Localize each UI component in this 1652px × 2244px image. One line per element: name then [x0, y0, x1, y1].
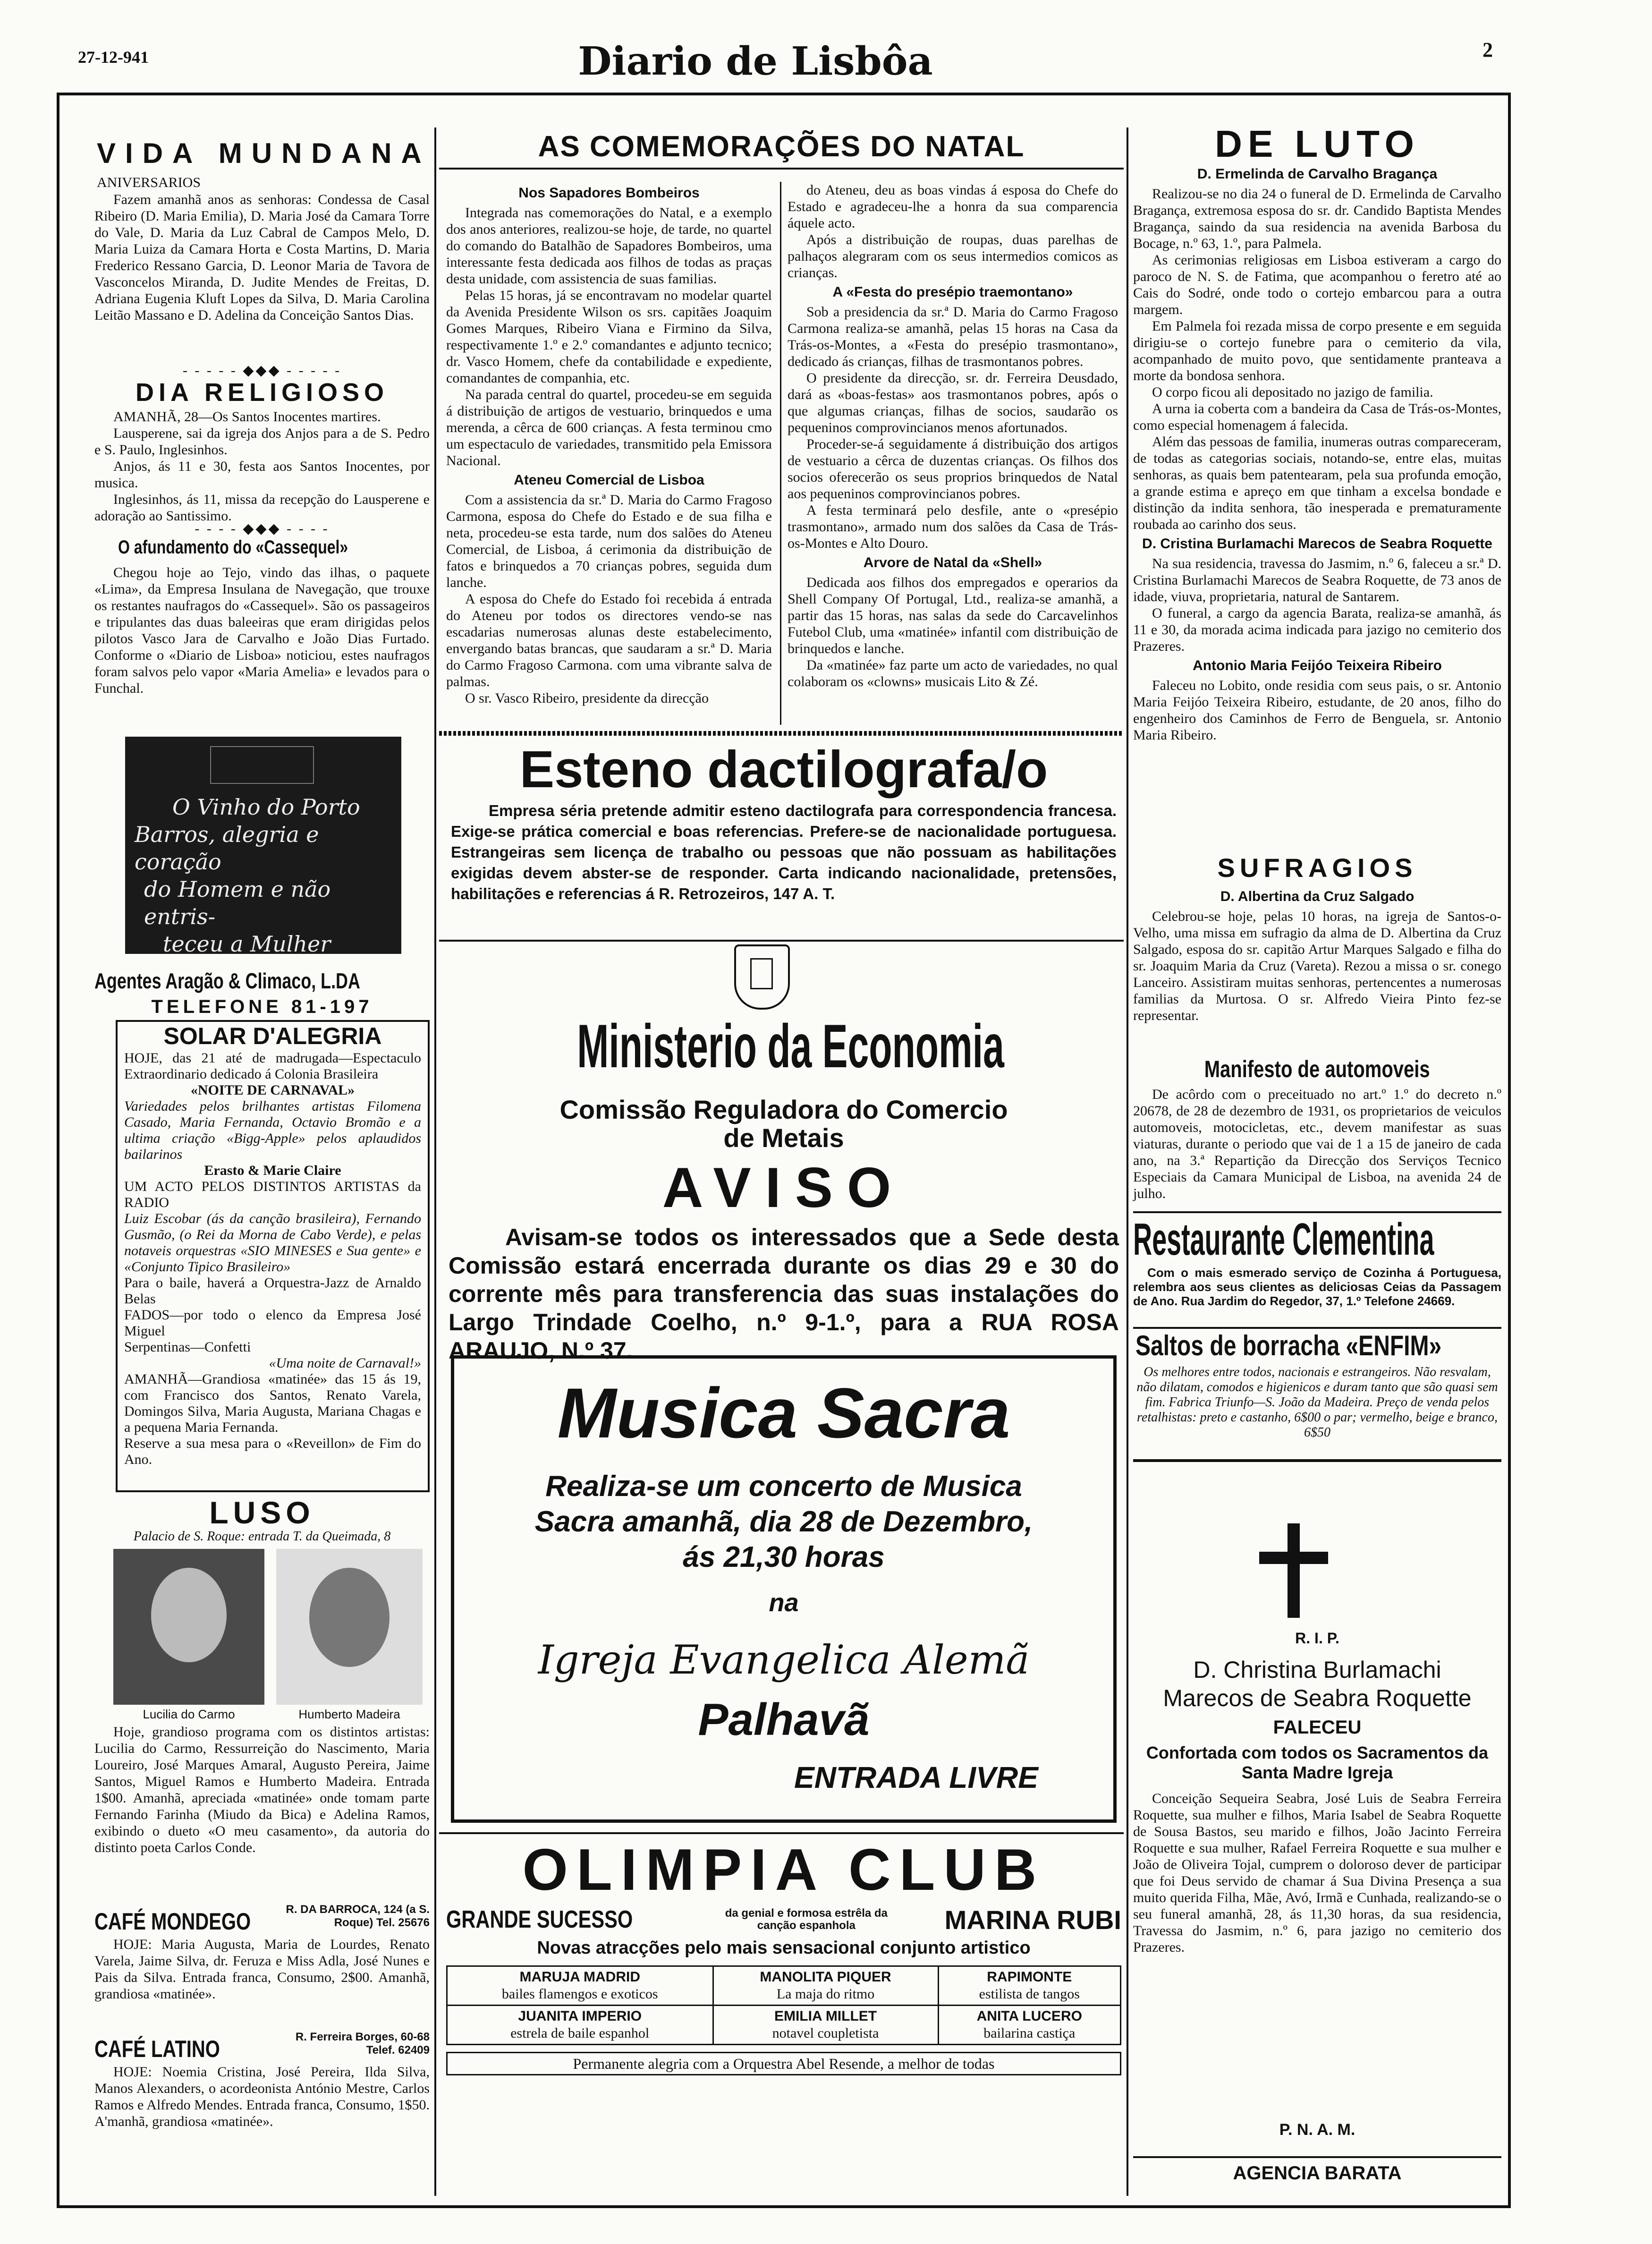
obituary-paragraph: A urna ia coberta com a bandeira da Casa de Trás-os-Montes, como especial homenagem á falecida. — [1133, 401, 1501, 433]
manifesto-title-text: Manifesto de automoveis — [1204, 1056, 1430, 1082]
luto-column — [1133, 163, 1501, 862]
slogan-line: do Homem e não entris- — [144, 876, 331, 929]
obit-name: D. Christina Burlamachi — [1193, 1657, 1441, 1683]
cafe-mondego-title — [94, 1908, 293, 1935]
obituary-notice — [1133, 1459, 1501, 2196]
photo-caption: Humberto Madeira — [298, 1707, 400, 1721]
slogan-line: O Vinho do Porto — [172, 794, 360, 820]
obituary-paragraph: Celebrou-se hoje, pelas 10 horas, na igreja de Santos-o-Velho, uma missa em sufragio da alma de D. Albertina da Cruz Salgado, esposa do sr. capitão Artur Marques Salgado e filha do sr. Joaquim Maria da Cruz (Vareta). Rezou a missa o sr. conego Lanceiro. Assistiram muitas senhoras, pertencentes a numerosas familias da Murtosa. O sr. Alfredo Vieira Pinto fez-se representar. — [1133, 909, 1501, 1023]
solar-text: Reserve a sua mesa para o «Reveillon» de Fim do Ano. — [124, 1436, 421, 1467]
sapadores-heading: Nos Sapadores Bombeiros — [518, 185, 700, 201]
article-paragraph: A festa terminará pelo desfile, ante o «presépio trasmontano», armado num dos salões da Casa de Trás-os-Montes e Alto Douro. — [788, 502, 1118, 551]
shell-heading: Arvore de Natal da «Shell» — [863, 555, 1042, 570]
afundamento-text: Chegou hoje ao Tejo, vindo das ilhas, o paquete «Lima», da Empresa Insulana de Navegação, que trouxe os restantes naufragos do «Cassequel». São os passageiros e tripulantes das duas baleeiras que eram dirigidas pelos pilotos Vasco Jara de Carvalho e João Dias Furtado. Conforme o «Diario de Lisboa» noticiou, estes naufragos foram salvos pelo vapor «Maria Amelia» e levados para o Funchal. — [94, 565, 430, 696]
pnam-text: P. N. A. M. — [1279, 2121, 1355, 2139]
musica-sacra-ad — [451, 1355, 1117, 1823]
section-rule — [439, 1832, 1124, 1834]
ministerio-ad — [446, 944, 1121, 1364]
rip-text: R. I. P. — [1295, 1630, 1339, 1647]
cafe-mondego-address: R. DA BARROCA, 124 (a S. Roque) Tel. 25676 — [286, 1903, 430, 1929]
restaurante-text: Com o mais esmerado serviço de Cozinha á Portuguesa, relembra aos seus clientes as deliciosas Ceias da Passagem de Ano. Rua Jardim do Regedor, 37, 1.º Telefone 24669. — [1133, 1266, 1501, 1308]
dia-religioso-text: AMANHÃ, 28—Os Santos Inocentes martires. Lausperene, sai da igreja dos Anjos para a de S. Pedro e S. Paulo, Inglesinhos. Anjos, ás 11 e 30, festa aos Santos Inocentes, por musica. Inglesinhos, ás 11, missa da recepção do Lausperene e adoração ao Santissimo. — [94, 409, 430, 524]
ministerio-title-text: Ministerio da Economia — [577, 1012, 1004, 1080]
manifesto-title — [1133, 1055, 1501, 1083]
aviso-text: Avisam-se todos os interessados que a Sede desta Comissão estará encerrada durante os dias 29 e 30 do corrente mês para transferencia das suas instalações do Largo Trindade Coelho, n.º 9-1.º, para a RUA ROSA ARAUJO, N.º 37. — [449, 1224, 1119, 1364]
page-frame-left — [57, 93, 59, 2208]
olimpia-title: OLIMPIA CLUB — [522, 1837, 1045, 1903]
article-paragraph: Pelas 15 horas, já se encontravam no modelar quartel da Avenida Presidente Wilson os srs. capitães Joaquim Gomes Marques, Ribeiro Viana e Firmino da Silva, respectivamente 1.º e 2.º comandantes e adjunto tecnico; dr. Vasco Homem, chefe da contabilidade e expediente, comandantes de companhia, etc. — [446, 288, 772, 386]
natal-title: AS COMEMORAÇÕES DO NATAL — [538, 130, 1025, 163]
esteno-title: Esteno dactilografa/o — [519, 740, 1048, 799]
olimpia-da-genial: da genial e formosa estrêla da canção espanhola — [725, 1907, 888, 1932]
hatched-rule — [439, 731, 1124, 736]
section-rule — [1133, 1327, 1501, 1329]
ministerio-title — [446, 1011, 1121, 1082]
olimpia-marina: MARINA RUBI — [944, 1904, 1121, 1935]
obituary-paragraph: Em Palmela foi rezada missa de corpo presente e em seguida dirigiu-se o cortejo funebre para o cemiterio da vila, acompanhado de muito povo, que sentidamente pranteava a morte da bondosa senhora. — [1133, 318, 1501, 383]
solar-text: FADOS—por todo o elenco da Empresa José Miguel — [124, 1307, 421, 1339]
coat-of-arms-icon — [734, 944, 790, 1010]
photo-caption: Lucilia do Carmo — [143, 1707, 235, 1721]
article-paragraph: do Ateneu, deu as boas vindas á esposa do Chefe do Estado e agradeceu-lhe a honra da sua comparencia áquele acto. — [788, 182, 1118, 231]
masthead: Diario de Lisbôa — [578, 39, 933, 84]
artist-cell — [713, 1966, 938, 2006]
natal-right-column — [788, 182, 1118, 730]
solar-text: Luiz Escobar (ás da canção brasileira), Fernando Gusmão, (o Rei da Morna de Cabo Verde), e pelas notaveis orquestras «SIO MINESES e Sua gente» e «Conjunto Tipico Brasileiro» — [124, 1211, 421, 1275]
saltos-title — [1135, 1329, 1504, 1362]
cross-icon — [1288, 1523, 1300, 1618]
natal-left-column — [446, 182, 772, 730]
portrait-icon — [151, 1568, 227, 1662]
musica-line: Sacra amanhã, dia 28 de Dezembro, — [534, 1505, 1033, 1538]
aniversarios-text: Fazem amanhã anos as senhoras: Condessa de Casal Ribeiro (D. Maria Emilia), D. Maria José da Camara Torre do Vale, D. Maria da Luz Cabral de Campos Melo, D. Maria Luiza da Camara Horta e Costa Martins, D. Maria Frederico Ressano Garcia, D. Leonor Maria de Tavora de Vasconcelos Miranda, D. Judite Mendes de Freitas, D. Adriana Eugenia Kluft Lopes da Silva, D. Maria Carolina Leitão Massano e D. Adelina da Conceição Santos Dias. — [94, 192, 430, 323]
natal-inner-divider — [780, 182, 781, 725]
artist-desc: bailes flamengos e exoticos — [501, 1986, 658, 2002]
article-paragraph: O sr. Vasco Ribeiro, presidente da direcção — [465, 690, 709, 706]
musica-line: ás 21,30 horas — [683, 1541, 885, 1573]
solar-text: UM ACTO PELOS DISTINTOS ARTISTAS da RADIO — [124, 1179, 421, 1210]
olimpia-club-ad — [446, 1837, 1121, 2196]
musica-na: na — [769, 1589, 799, 1617]
cafe-mondego-title-text: CAFÉ MONDEGO — [94, 1908, 251, 1935]
luso-photo-lucilia — [113, 1549, 264, 1705]
page-frame-bottom — [57, 2205, 1511, 2208]
esteno-ad — [446, 739, 1121, 937]
article-paragraph: O presidente da direcção, sr. dr. Ferreira Deusdado, dará as «boas-festas» aos trasmontanos pobres, após o que algumas crianças, filhas de socios, saudarão os pequeninos comprovincianos menos afortunados. — [788, 370, 1118, 435]
separator: - - - - - ◆◆◆ - - - - - — [182, 363, 342, 378]
artist-name: MARUJA MADRID — [519, 1969, 641, 1985]
luso-subtitle: Palacio de S. Roque: entrada T. da Queimada, 8 — [133, 1529, 391, 1544]
olimpia-grande: GRANDE SUCESSO — [446, 1906, 633, 1933]
artist-cell — [938, 2006, 1120, 2045]
presepio-heading: A «Festa do presépio traemontano» — [832, 284, 1073, 300]
porto-wine-slogan — [135, 793, 394, 958]
solar-text: AMANHÃ—Grandiosa «matinée» das 15 ás 19, com Francisco dos Santos, Renato Varela, Domingos Silva, Maria Augusta, Mariana Chagas e a pequena Maria Fernanda. — [124, 1371, 421, 1435]
section-rule — [1133, 1211, 1501, 1213]
solar-title: SOLAR D'ALEGRIA — [163, 1023, 382, 1049]
obituary-heading: Antonio Maria Feijóo Teixeira Ribeiro — [1193, 658, 1442, 673]
artist-cell — [447, 2006, 713, 2045]
porto-wine-ad — [125, 737, 401, 957]
obituary-paragraph: Além das pessoas de familia, inumeras outras compareceram, de todas as categorias sociais, notando-se, entre elas, muitas senhoras, as quais bem patentearam, pela sua profunda emoção, a grande estima e apreço em que tinham a excelsa bondade e distinção da indita senhora, tão inesperada e prematuramente roubada ao carinho dos seus. — [1133, 434, 1501, 532]
porto-agents-text: Agentes Aragão & Climaco, L.DA — [94, 969, 360, 993]
crest-icon — [210, 746, 314, 784]
musica-title: Musica Sacra — [557, 1373, 1010, 1453]
cafe-mondego-text: HOJE: Maria Augusta, Maria de Lourdes, Renato Varela, Jaime Silva, dr. Feruza e Miss Adla, José Nunes e Pais da Silva. Entrada franca, Consumo, 2$00. Amanhã, grandiosa «matinée». — [94, 1937, 430, 2002]
confortada-text: Confortada com todos os Sacramentos da Santa Madre Igreja — [1146, 1743, 1489, 1782]
dia-religioso-title: DIA RELIGIOSO — [135, 378, 389, 407]
portrait-icon — [309, 1568, 390, 1667]
agencia-barata: AGENCIA BARATA — [1133, 2156, 1501, 2184]
musica-line: Realiza-se um concerto de Musica — [545, 1470, 1022, 1503]
ateneu-heading: Ateneu Comercial de Lisboa — [514, 472, 704, 488]
article-paragraph: Com a assistencia da sr.ª D. Maria do Carmo Fragoso Carmona, esposa do Chefe do Estado e de sua filha e neta, procedeu-se esta tarde, num dos salões do Ateneu Comercial, de Lisboa, á cerimonia da distribuição de fatos e brinquedos a 70 crianças pobres, seguida dum lanche. — [446, 492, 772, 590]
restaurante-title — [1133, 1214, 1501, 1266]
solar-alegria-ad — [116, 1020, 430, 1492]
artist-cell — [938, 1966, 1120, 2006]
slogan-line: teceu a Mulher — [163, 931, 331, 957]
obit-text: Conceição Sequeira Seabra, José Luis de Seabra Ferreira Roquette, sua mulher e filhos, Maria Isabel de Seabra Roquette de Sousa Bastos, seu marido e filhos, João Jacinto Ferreira Roquette e sua mulher, Rafael Ferreira Roquette e sua mulher e João de Oliveira Tojal, cumprem o doloroso dever de participar que foi Deus servido de chamar á Sua Divina Presença a sua muito querida Filha, Mãe, Avó, Irmã e Cunhada, realizando-se o seu funeral amanhã, 28, ás 11,30 horas, da sua residencia, Travessa do Jasmim, n.º 6, para jazigo no cemiterio dos Prazeres. — [1133, 1791, 1501, 1955]
manifesto-text: De acôrdo com o preceituado no art.º 1.º do decreto n.º 20678, de 28 de dezembro de 1931, os proprietarios de veiculos automoveis, motocicletas, etc., devem manifestar as suas viaturas, durante o periodo que vai de 1 a 15 de janeiro de cada ano, na 3.ª Repartição da Direcção dos Serviços Tecnico Especiais da Camara Municipal de Lisboa, na avenida 24 de julho. — [1133, 1087, 1501, 1201]
cafe-latino-address: R. Ferreira Borges, 60-68 Telef. 62409 — [295, 2031, 430, 2057]
ministerio-commission: Comissão Reguladora do Comercio — [559, 1095, 1008, 1124]
vida-mundana-title: VIDA MUNDANA — [97, 137, 431, 169]
artist-desc: bailarina castiça — [983, 2025, 1076, 2041]
article-paragraph: A esposa do Chefe do Estado foi recebida á entrada do Ateneu por todos os directores vendo-se nas escadarias numerosas alunas deste estabelecimento, envergando batas brancas, que saudaram a sr.ª D. Maria do Carmo Fragoso Carmona. com uma vibrante salva de palmas. — [446, 591, 772, 689]
olimpia-footer: Permanente alegria com a Orquestra Abel Resende, a melhor de todas — [446, 2052, 1121, 2075]
solar-text: «Uma noite de Carnaval!» — [269, 1355, 421, 1371]
article-paragraph: Sob a presidencia da sr.ª D. Maria do Carmo Fragoso Carmona realiza-se amanhã, pelas 15 horas na Casa da Trás-os-Montes, a «Festa do presépio trasmontano», dedicado ás crianças, filhas de trasmontanos pobres. — [788, 304, 1118, 369]
artist-desc: La maja do ritmo — [776, 1986, 875, 2002]
column-divider-2 — [1127, 128, 1128, 2196]
solar-text: HOJE, das 21 até de madrugada—Espectaculo Extraordinario dedicado á Colonia Brasileira — [124, 1050, 421, 1082]
sufragios-text — [1133, 885, 1501, 1055]
obituary-paragraph: Realizou-se no dia 24 o funeral de D. Ermelinda de Carvalho Bragança, extremosa esposa do sr. dr. Candido Baptista Mendes Bragança, saindo da sua residencia na avenida Barbosa du Bocage, n.º 63, 1.º, para Palmela. — [1133, 186, 1501, 251]
ministerio-commission: de Metais — [723, 1123, 844, 1153]
obituary-heading: D. Cristina Burlamachi Marecos de Seabra Roquette — [1142, 536, 1492, 552]
luso-text: Hoje, grandioso programa com os distintos artistas: Lucilia do Carmo, Ressurreição do Nascimento, Maria Loureiro, José Marques Amaral, Augusto Pereira, Jaime Santos, Miguel Ramos e Humberto Madeira. Entrada 1$00. Amanhã, apreciada «matinée» onde tomam parte Fernando Farinha (Miudo da Bica) e Adelina Ramos, exibindo o dueto «O meu casamento», da autoria do distinto poeta Carlos Conde. — [94, 1724, 430, 1855]
column-divider-1 — [434, 128, 436, 2196]
page-frame-right — [1508, 93, 1511, 2208]
artist-name: RAPIMONTE — [987, 1969, 1072, 1985]
section-rule — [439, 940, 1124, 942]
musica-place: Palhavã — [698, 1694, 870, 1745]
afundamento-title-text: O afundamento do «Cassequel» — [118, 537, 348, 558]
obituary-paragraph: As cerimonias religiosas em Lisboa estiveram a cargo do paroco de N. S. de Fatima, que acompanhou o feretro até ao Cais do Sodré, onde todo o cortejo embarcou para a outra margem. — [1133, 252, 1501, 317]
solar-text: Para o baile, haverá a Orquestra-Jazz de Arnaldo Belas — [124, 1275, 421, 1307]
obituary-paragraph: O funeral, a cargo da agencia Barata, realiza-se amanhã, ás 11 e 30, da morada acima indicada para jazigo no cemiterio dos Prazeres. — [1133, 605, 1501, 654]
saltos-text: Os melhores entre todos, nacionais e estrangeiros. Não resvalam, não dilatam, comodos e higienicos e duram tanto que são quasi sem fim. Fabrica Triunfo—S. João da Madeira. Preço de venda pelos retalhistas: preto e castanho, 6$00 o par; vermelho, beige e branco, 6$50 — [1136, 1365, 1498, 1440]
luso-photo-humberto — [276, 1549, 423, 1705]
musica-church: Igreja Evangelica Alemã — [538, 1637, 1030, 1683]
article-paragraph: Da «matinée» faz parte um acto de variedades, no qual colaboram os «clowns» musicais Lito & Zé. — [788, 657, 1118, 689]
afundamento-title — [94, 536, 430, 558]
article-paragraph: Integrada nas comemorações do Natal, e a exemplo dos anos anteriores, realizou-se hoje, de tarde, no quartel do comando do Batalhão de Sapadores Bombeiros, uma interessante festa dedicada aos filhos de todas as praças desta unidade, com assistencia de suas familias. — [446, 205, 772, 287]
solar-text: Serpentinas—Confetti — [124, 1339, 251, 1355]
article-paragraph: Dedicada aos filhos dos empregados e operarios da Shell Company Of Portugal, Ltd., realiza-se amanhã, a partir das 15 horas, nas salas da sede do Carcavelinhos Futebol Club, uma «matinée» infantil com distribuição de brinquedos e lanche. — [788, 575, 1118, 656]
artist-name: JUANITA IMPERIO — [518, 2008, 642, 2024]
solar-erasto: Erasto & Marie Claire — [204, 1163, 341, 1178]
artist-name: MANOLITA PIQUER — [760, 1969, 891, 1985]
musica-entrada: ENTRADA LIVRE — [794, 1760, 1038, 1794]
article-paragraph: Na parada central do quartel, procedeu-se em seguida á distribuição de artigos de vestuario, brinquedos e uma merenda, a cêrca de 600 crianças. A festa terminou cmo um espectaculo de variedades, transmitido pela Emissora Nacional. — [446, 387, 772, 468]
page-date: 27-12-941 — [78, 48, 149, 67]
porto-telefone: TELEFONE 81-197 — [151, 996, 373, 1017]
saltos-title-text: Saltos de borracha «ENFIM» — [1135, 1330, 1442, 1361]
cafe-latino-title-text: CAFÉ LATINO — [94, 2036, 220, 2062]
separator: - - - - ◆◆◆ - - - - — [195, 521, 330, 536]
article-paragraph: Após a distribuição de roupas, duas parelhas de palhaços alegraram com os seus intermedios comicos as crianças. — [788, 232, 1118, 280]
esteno-text: Empresa séria pretende admitir esteno dactilografa para correspondencia francesa. Exige-se prática comercial e boas referencias. Prefere-se de nacionalidade portuguesa. Estrangeiras sem licença de trabalho ou pessoas que não possuam as habilitações exigidas devem abster-se de responder. Carta indicando nacionalidade, pretensões, habilitações e referencias á R. Retrozeiros, 147 A. T. — [451, 802, 1117, 902]
luso-title: LUSO — [209, 1495, 315, 1530]
cafe-latino-text: HOJE: Noemia Cristina, José Pereira, Ilda Silva, Manos Alexanders, o acordeonista António Mestre, Carlos Ramos e Alfredo Mendes. Entrada franca, Consumo, 1$50. A'manhã, grandiosa «matinée». — [94, 2064, 430, 2129]
artist-cell — [713, 2006, 938, 2045]
obit-name: Marecos de Seabra Roquette — [1163, 1685, 1472, 1711]
solar-text: Variedades pelos brilhantes artistas Filomena Casado, Maria Fernanda, Octavio Bromão e a ultima criação «Bigg-Apple» pelos aplaudidos bailarinos — [124, 1098, 421, 1162]
artist-desc: notavel coupletista — [772, 2025, 879, 2041]
faleceu-text: FALECEU — [1273, 1717, 1362, 1738]
artist-name: ANITA LUCERO — [976, 2008, 1082, 2024]
aniversarios-heading: ANIVERSARIOS — [97, 175, 201, 190]
restaurante-title-text: Restaurante Clementina — [1133, 1214, 1434, 1265]
cafe-latino-title — [94, 2035, 283, 2063]
obituary-heading: D. Ermelinda de Carvalho Bragança — [1197, 166, 1438, 182]
header-rule — [57, 93, 1511, 95]
page-number: 2 — [1483, 38, 1493, 61]
sufragios-title: SUFRAGIOS — [1217, 853, 1417, 883]
obituary-heading: D. Albertina da Cruz Salgado — [1220, 889, 1415, 904]
de-luto-title: DE LUTO — [1215, 123, 1420, 165]
porto-agents — [94, 968, 430, 994]
artist-cell — [447, 1966, 713, 2006]
article-paragraph: Proceder-se-á seguidamente á distribuição dos artigos de vestuario a cêrca de duzentas crianças. Os filhos dos socios oferecerão os seus proprios brinquedos de Natal aos pequeninos comprovincianos pobres. — [788, 436, 1118, 502]
obituary-paragraph: Na sua residencia, travessa do Jasmim, n.º 6, faleceu a sr.ª D. Cristina Burlamachi Marecos de Seabra Roquette, de 73 anos de idade, viuva, proprietaria, natural de Santarem. — [1133, 556, 1501, 604]
slogan-line: Barros, alegria e coração — [135, 822, 319, 875]
artist-name: EMILIA MILLET — [774, 2008, 877, 2024]
aviso-title: AVISO — [662, 1156, 906, 1219]
artist-desc: estilista de tangos — [979, 1986, 1080, 2002]
obituary-paragraph: Faleceu no Lobito, onde residia com seus pais, o sr. Antonio Maria Feijóo Teixeira Ribeiro, estudante, de 20 anos, filho do engenheiro dos Caminhos de Ferro de Benguela, sr. Antonio Maria Ribeiro. — [1133, 678, 1501, 743]
olimpia-novas: Novas atracções pelo mais sensacional conjunto artistico — [537, 1938, 1031, 1958]
artist-desc: estrela de baile espanhol — [510, 2025, 650, 2041]
obituary-paragraph: O corpo ficou ali depositado no jazigo de familia. — [1152, 384, 1433, 400]
solar-noite: «NOITE DE CARNAVAL» — [190, 1082, 355, 1098]
olimpia-artists-table — [446, 1965, 1121, 2045]
natal-rule — [439, 168, 1124, 170]
